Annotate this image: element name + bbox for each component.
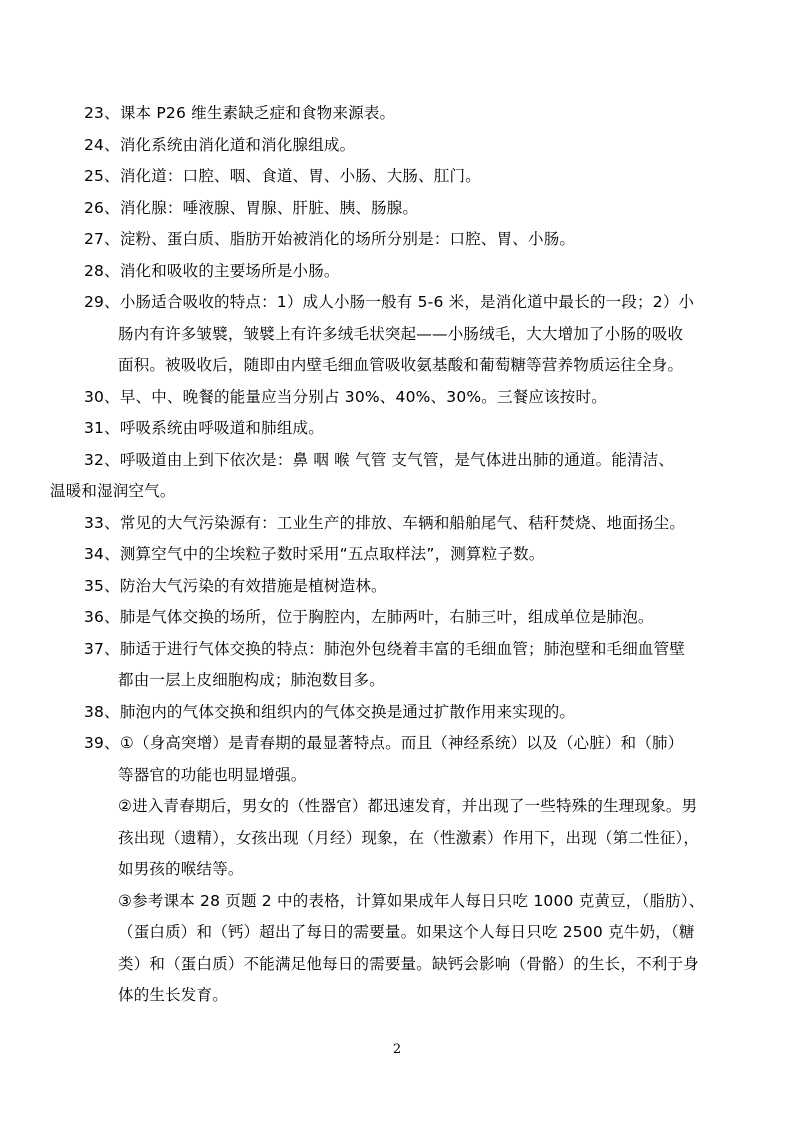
item-37 [84, 634, 712, 697]
item-28: 28、消化和吸收的主要场所是小肠。 [84, 261, 340, 280]
page-number: 2 [392, 1042, 402, 1057]
document-body [50, 98, 712, 1012]
item-25: 25、消化道：口腔、咽、食道、胃、小肠、大肠、肛门。 [84, 167, 481, 185]
item-33: 33、常见的大气污染源有：工业生产的排放、车辆和船舶尾气、秸秆焚烧、地面扬尘。 [84, 513, 686, 532]
item-35: 35、防治大气污染的有效措施是植树造林。 [84, 576, 387, 595]
item-23: 23、课本 P26 维生素缺乏症和食物来源表。 [84, 104, 396, 122]
item-39-line-4: 孩出现（遗精），女孩出现（月经）现象，在（性激素）作用下，出现（第二性征）， [118, 828, 700, 847]
item-39-line-5: 如男孩的喉结等。 [118, 860, 244, 878]
item-29 [84, 287, 712, 382]
item-29-line-1: 29、小肠适合吸收的特点：1）成人小肠一般有 5-6 米，是消化道中最长的一段；2）小 [84, 293, 695, 311]
item-32 [50, 445, 712, 508]
item-39-line-2: 等器官的功能也明显增强。 [118, 765, 307, 784]
item-27: 27、淀粉、蛋白质、脂肪开始被消化的场所分别是：口腔、胃、小肠。 [84, 230, 576, 248]
item-34: 34、测算空气中的尘埃粒子数时采用“五点取样法”，测算粒子数。 [84, 545, 545, 563]
item-39 [84, 728, 712, 1012]
item-39-line-3: ②进入青春期后，男女的（性器官）都迅速发育，并出现了一些特殊的生理现象。男 [118, 797, 698, 815]
item-31: 31、呼吸系统由呼吸道和肺组成。 [84, 419, 324, 437]
item-38: 38、肺泡内的气体交换和组织内的气体交换是通过扩散作用来实现的。 [84, 702, 576, 721]
item-39-line-6: ③参考课本 28 页题 2 中的表格，计算如果成年人每日只吃 1000 克黄豆，（脂肪）、 [118, 891, 705, 910]
item-24: 24、消化系统由消化道和消化腺组成。 [84, 135, 356, 154]
item-36: 36、肺是气体交换的场所，位于胸腔内，左肺两叶，右肺三叶，组成单位是肺泡。 [84, 608, 654, 626]
item-39-line-7: （蛋白质）和（钙）超出了每日的需要量。如果这个人每日只吃 2500 克牛奶，（糖 [118, 923, 695, 941]
item-29-line-2: 肠内有许多皱襞，皱襞上有许多绒毛状突起——小肠绒毛，大大增加了小肠的吸收 [118, 324, 684, 343]
item-30: 30、早、中、晚餐的能量应当分别占 30%、40%、30%。三餐应该按时。 [84, 387, 607, 406]
item-29-line-3: 面积。被吸收后，随即由内壁毛细血管吸收氨基酸和葡萄糖等营养物质运往全身。 [118, 356, 684, 374]
item-32-line-2: 温暖和湿润空气。 [50, 482, 176, 500]
item-37-line-1: 37、肺适于进行气体交换的特点：肺泡外包绕着丰富的毛细血管；肺泡壁和毛细血管壁 [84, 639, 686, 658]
item-39-line-8: 类）和（蛋白质）不能满足他每日的需要量。缺钙会影响（骨骼）的生长，不利于身 [118, 954, 699, 973]
item-37-line-2: 都由一层上皮细胞构成；肺泡数目多。 [118, 671, 385, 689]
item-26: 26、消化腺：唾液腺、胃腺、肝脏、胰、肠腺。 [84, 198, 419, 217]
item-32-line-1: 32、呼吸道由上到下依次是：鼻 咽 喉 气管 支气管，是气体进出肺的通道。能清洁、 [84, 450, 675, 469]
item-39-line-1: 39、①（身高突增）是青春期的最显著特点。而且（神经系统）以及（心脏）和（肺） [84, 734, 684, 752]
item-39-line-9: 体的生长发育。 [118, 986, 228, 1004]
